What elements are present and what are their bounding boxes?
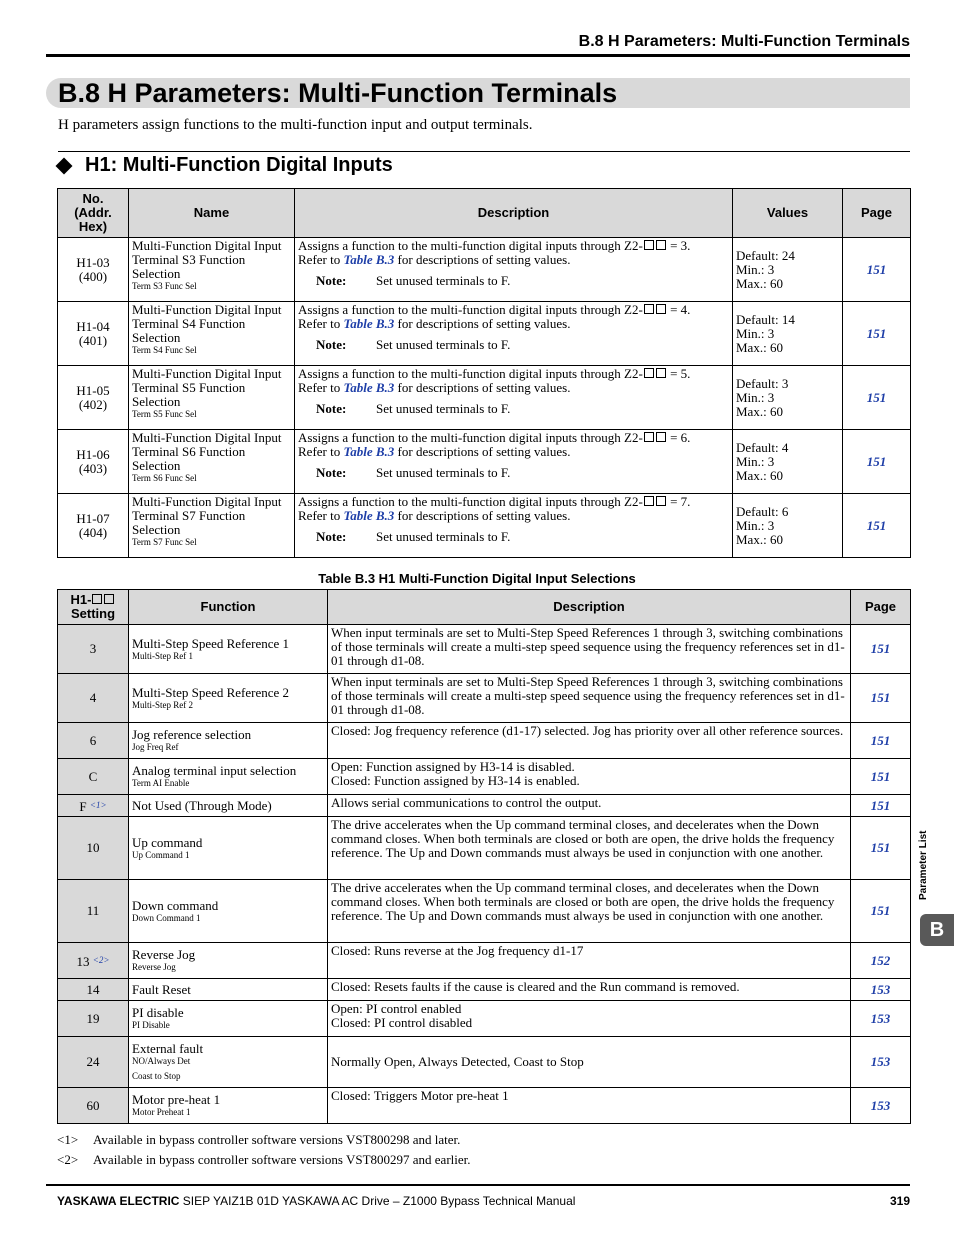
table-caption: Table B.3 H1 Multi-Function Digital Input Selections <box>318 571 636 586</box>
param-addr: (401) <box>78 332 108 348</box>
table-row <box>58 943 911 979</box>
function-description <box>328 943 851 979</box>
function-description <box>328 723 851 759</box>
max-value: Max.: 60 <box>736 403 783 419</box>
page-number: 319 <box>889 1194 910 1208</box>
table-row <box>58 759 911 795</box>
page-link[interactable]: 153 <box>851 1001 911 1037</box>
function-cell <box>129 674 328 723</box>
page-link[interactable]: 153 <box>851 979 911 1001</box>
function-short-name-2: Coast to Stop <box>132 1071 181 1081</box>
min-value: Min.: 3 <box>736 261 775 277</box>
table-row <box>58 817 911 880</box>
refer-line: Refer to Table B.3 for descriptions of setting values. <box>298 444 571 459</box>
param-name-cell <box>129 430 295 494</box>
setting-value: 60 <box>58 1088 129 1124</box>
min-value: Min.: 3 <box>736 389 775 405</box>
function-cell <box>129 759 328 795</box>
table-row <box>58 238 911 302</box>
table-row <box>58 1001 911 1037</box>
function-cell <box>129 979 328 1001</box>
param-description <box>295 494 733 558</box>
function-cell <box>129 723 328 759</box>
intro-text: H parameters assign functions to the multi-function input and output terminals. <box>58 117 533 133</box>
page-link[interactable]: 151 <box>851 723 911 759</box>
placeholder-box-icon <box>656 240 666 250</box>
function-short-name: Reverse Jog <box>132 962 176 972</box>
param-no: H1-04 <box>76 318 110 334</box>
table-link[interactable]: Table B.3 <box>343 380 395 395</box>
page-link[interactable]: 151 <box>851 625 911 674</box>
function-description <box>328 1037 851 1088</box>
placeholder-box-icon <box>644 496 654 506</box>
param-description <box>295 302 733 366</box>
table-link[interactable]: Table B.3 <box>343 508 395 523</box>
function-description <box>328 979 851 1001</box>
note <box>298 274 729 288</box>
param-values <box>733 494 843 558</box>
function-description <box>328 674 851 723</box>
refer-line: Refer to Table B.3 for descriptions of setting values. <box>298 508 571 523</box>
function-name: Multi-Step Speed Reference 2 <box>132 684 290 700</box>
function-cell <box>129 625 328 674</box>
function-description <box>328 625 851 674</box>
page-link[interactable]: 151 <box>851 795 911 817</box>
note-label: Note: <box>316 273 347 288</box>
table-row <box>58 366 911 430</box>
page-link[interactable]: 153 <box>851 1037 911 1088</box>
desc-text: When input terminals are set to Multi-Step Speed References 1 through 3, switching combinations of those terminals will create a multi-step speed sequence using the frequency references set in d1-01 through d1-08. <box>331 625 845 668</box>
function-name: Fault Reset <box>132 981 191 997</box>
param-values <box>733 238 843 302</box>
param-addr: (402) <box>78 396 108 412</box>
setting-value: 19 <box>58 1001 129 1037</box>
header-description: Description <box>328 590 851 625</box>
default-value: Default: 3 <box>736 375 789 391</box>
page-link[interactable]: 151 <box>843 430 911 494</box>
param-values <box>733 366 843 430</box>
param-no: H1-06 <box>76 446 110 462</box>
function-description <box>328 1088 851 1124</box>
page-link[interactable]: 152 <box>851 943 911 979</box>
note <box>298 530 729 544</box>
note-label: Note: <box>316 401 347 416</box>
refer-line: Refer to Table B.3 for descriptions of setting values. <box>298 380 571 395</box>
function-cell <box>129 1037 328 1088</box>
footnote-1: <1> Available in bypass controller software versions VST800298 and later. <box>57 1132 461 1147</box>
param-name-cell <box>129 238 295 302</box>
function-short-name: Down Command 1 <box>132 912 201 923</box>
footer-rule <box>46 1184 910 1186</box>
side-section-label: Parameter List <box>918 830 929 900</box>
max-value: Max.: 60 <box>736 275 783 291</box>
desc-text: Closed: Runs reverse at the Jog frequency d1-17 <box>331 943 584 958</box>
param-short-name: Term S6 Func Sel <box>132 473 197 483</box>
max-value: Max.: 60 <box>736 467 783 483</box>
refer-line: Refer to Table B.3 for descriptions of setting values. <box>298 316 571 331</box>
param-name: Multi-Function Digital Input Terminal S6 Function Selection <box>132 430 282 473</box>
header-page: Page <box>851 590 911 625</box>
placeholder-box-icon <box>656 496 666 506</box>
param-short-name: Term S4 Func Sel <box>132 345 197 355</box>
table-row <box>58 1037 911 1088</box>
table-row <box>58 302 911 366</box>
table-row <box>58 625 911 674</box>
desc-line: Assigns a function to the multi-function digital inputs through Z2- = 5. <box>298 366 691 381</box>
header-no: No. (Addr. Hex) <box>58 189 129 238</box>
function-name: PI disable <box>132 1005 184 1020</box>
min-value: Min.: 3 <box>736 325 775 341</box>
function-short-name: Motor Preheat 1 <box>132 1107 191 1117</box>
placeholder-box-icon <box>656 304 666 314</box>
note-text: Set unused terminals to F. <box>376 529 511 544</box>
function-description <box>328 817 851 880</box>
header-values: Values <box>733 189 843 238</box>
param-name: Multi-Function Digital Input Terminal S5 Function Selection <box>132 366 282 409</box>
setting-value: 4 <box>58 674 129 723</box>
table-row <box>58 1088 911 1124</box>
desc-text: The drive accelerates when the Up command terminal closes, and decelerates when the Down command closes. When both terminals are closed or both are open, the drive holds the frequency reference. The Up and Down commands must always be used in conjunction with one another. <box>331 817 835 860</box>
default-value: Default: 24 <box>736 247 795 263</box>
desc-line: Assigns a function to the multi-function digital inputs through Z2- = 7. <box>298 494 691 509</box>
function-name: External fault <box>132 1041 204 1056</box>
header-description: Description <box>295 189 733 238</box>
desc-text-2: Closed: Function assigned by H3-14 is enabled. <box>331 773 580 788</box>
default-value: Default: 14 <box>736 311 795 327</box>
param-description <box>295 366 733 430</box>
param-no: H1-05 <box>76 382 110 398</box>
header-page: Page <box>843 189 911 238</box>
page-link[interactable]: 151 <box>851 759 911 795</box>
note <box>298 338 729 352</box>
header-setting: H1- Setting <box>58 590 129 625</box>
param-number <box>58 494 129 558</box>
function-short-name: Term AI Enable <box>132 778 190 788</box>
param-name: Multi-Function Digital Input Terminal S3 Function Selection <box>132 238 282 281</box>
function-description <box>328 1001 851 1037</box>
running-header: B.8 H Parameters: Multi-Function Terminals <box>578 33 910 50</box>
setting-value: C <box>58 759 129 795</box>
selections-table <box>57 589 911 1124</box>
diamond-bullet-icon <box>56 158 73 175</box>
function-short-name: Multi-Step Ref 2 <box>132 699 193 710</box>
function-name: Not Used (Through Mode) <box>132 797 272 813</box>
side-tab-b: B <box>920 914 954 946</box>
subsection-title: H1: Multi-Function Digital Inputs <box>85 154 393 176</box>
param-number <box>58 302 129 366</box>
function-name: Down command <box>132 897 219 913</box>
page-link[interactable]: 151 <box>851 880 911 943</box>
note-label: Note: <box>316 465 347 480</box>
footnote-ref[interactable]: <1> <box>89 799 107 810</box>
placeholder-box-icon <box>644 368 654 378</box>
param-description <box>295 430 733 494</box>
intro-rule <box>58 151 910 152</box>
function-cell <box>129 795 328 817</box>
setting-value: 24 <box>58 1037 129 1088</box>
note-text: Set unused terminals to F. <box>376 337 511 352</box>
table-row <box>58 494 911 558</box>
footer-doc-title: YASKAWA ELECTRIC SIEP YAIZ1B 01D YASKAWA AC Drive – Z1000 Bypass Technical Manual <box>57 1194 576 1208</box>
param-number <box>58 366 129 430</box>
table-link[interactable]: Table B.3 <box>343 252 395 267</box>
param-short-name: Term S7 Func Sel <box>132 537 197 547</box>
function-name: Motor pre-heat 1 <box>132 1092 221 1107</box>
setting-value: 3 <box>58 625 129 674</box>
table-link[interactable]: Table B.3 <box>343 316 395 331</box>
param-name-cell <box>129 494 295 558</box>
desc-text: Normally Open, Always Detected, Coast to Stop <box>331 1054 584 1069</box>
max-value: Max.: 60 <box>736 531 783 547</box>
function-cell <box>129 943 328 979</box>
note-label: Note: <box>316 337 347 352</box>
param-addr: (403) <box>78 460 108 476</box>
function-short-name: Jog Freq Ref <box>132 742 179 752</box>
table-header-row <box>58 590 911 625</box>
note <box>298 402 729 416</box>
page-link[interactable]: 151 <box>843 238 911 302</box>
param-short-name: Term S3 Func Sel <box>132 281 197 291</box>
placeholder-box-icon <box>656 432 666 442</box>
param-no: H1-07 <box>76 510 110 526</box>
function-short-name: Up Command 1 <box>132 849 190 860</box>
desc-line: Assigns a function to the multi-function digital inputs through Z2- = 4. <box>298 302 691 317</box>
function-short-name: PI Disable <box>132 1020 170 1030</box>
setting-value: 6 <box>58 723 129 759</box>
page-link[interactable]: 151 <box>851 674 911 723</box>
table-row <box>58 795 911 817</box>
setting-value: 11 <box>58 880 129 943</box>
desc-text: Allows serial communications to control the output. <box>331 795 602 810</box>
function-description <box>328 759 851 795</box>
function-cell <box>129 817 328 880</box>
header-name: Name <box>129 189 295 238</box>
table-row <box>58 723 911 759</box>
param-addr: (404) <box>78 524 108 540</box>
note <box>298 466 729 480</box>
header-rule <box>46 54 910 57</box>
min-value: Min.: 3 <box>736 517 775 533</box>
min-value: Min.: 3 <box>736 453 775 469</box>
desc-text: Open: Function assigned by H3-14 is disabled. <box>331 759 575 774</box>
note-text: Set unused terminals to F. <box>376 465 511 480</box>
table-header-row <box>58 189 911 238</box>
page-link[interactable]: 151 <box>843 302 911 366</box>
function-description <box>328 795 851 817</box>
footnote-2: <2> Available in bypass controller software versions VST800297 and earlier. <box>57 1152 471 1167</box>
setting-value: 14 <box>58 979 129 1001</box>
page-link[interactable]: 151 <box>851 817 911 880</box>
desc-text-2: Closed: PI control disabled <box>331 1015 473 1030</box>
function-description <box>328 880 851 943</box>
function-name: Reverse Jog <box>132 947 196 962</box>
parameter-table <box>57 188 911 558</box>
default-value: Default: 6 <box>736 503 789 519</box>
page-link[interactable]: 153 <box>851 1088 911 1124</box>
function-cell <box>129 1001 328 1037</box>
desc-line: Assigns a function to the multi-function digital inputs through Z2- = 6. <box>298 430 691 445</box>
param-name-cell <box>129 366 295 430</box>
param-addr: (400) <box>78 268 108 284</box>
setting-value: 10 <box>58 817 129 880</box>
param-name: Multi-Function Digital Input Terminal S7 Function Selection <box>132 494 282 537</box>
refer-line: Refer to Table B.3 for descriptions of setting values. <box>298 252 571 267</box>
function-name: Analog terminal input selection <box>132 763 297 778</box>
note-text: Set unused terminals to F. <box>376 401 511 416</box>
page-link[interactable]: 151 <box>843 494 911 558</box>
param-number <box>58 430 129 494</box>
param-name-cell <box>129 302 295 366</box>
table-row <box>58 979 911 1001</box>
table-link[interactable]: Table B.3 <box>343 444 395 459</box>
table-row <box>58 880 911 943</box>
desc-text: When input terminals are set to Multi-Step Speed References 1 through 3, switching combinations of those terminals will create a multi-step speed sequence using the frequency references set in d1-01 through d1-08. <box>331 674 845 717</box>
table-row <box>58 430 911 494</box>
param-values <box>733 302 843 366</box>
param-values <box>733 430 843 494</box>
placeholder-box-icon <box>644 432 654 442</box>
param-no: H1-03 <box>76 254 110 270</box>
desc-text: Closed: Jog frequency reference (d1-17) selected. Jog has priority over all other reference sources. <box>331 723 844 738</box>
function-name: Jog reference selection <box>132 727 252 742</box>
placeholder-box-icon <box>644 240 654 250</box>
function-cell <box>129 1088 328 1124</box>
table-row <box>58 674 911 723</box>
param-number <box>58 238 129 302</box>
function-short-name: Multi-Step Ref 1 <box>132 650 193 661</box>
desc-text: Closed: Resets faults if the cause is cleared and the Run command is removed. <box>331 979 740 994</box>
placeholder-box-icon <box>644 304 654 314</box>
desc-text: Closed: Triggers Motor pre-heat 1 <box>331 1088 509 1103</box>
note-label: Note: <box>316 529 347 544</box>
param-name: Multi-Function Digital Input Terminal S4 Function Selection <box>132 302 282 345</box>
param-short-name: Term S5 Func Sel <box>132 409 197 419</box>
note-text: Set unused terminals to F. <box>376 273 511 288</box>
function-cell <box>129 880 328 943</box>
placeholder-box-icon <box>656 368 666 378</box>
section-title: B.8 H Parameters: Multi-Function Terminals <box>58 78 618 108</box>
setting-value: 13 $^{<2>}$ <box>58 943 129 979</box>
desc-line: Assigns a function to the multi-function digital inputs through Z2- = 3. <box>298 238 691 253</box>
footnote-ref[interactable]: <2> <box>92 954 110 965</box>
setting-value: F $^{<1>}$ <box>58 795 129 817</box>
placeholder-box-icon <box>92 594 102 604</box>
placeholder-box-icon <box>104 594 114 604</box>
function-short-name: NO/Always Det <box>132 1056 191 1066</box>
max-value: Max.: 60 <box>736 339 783 355</box>
desc-text: The drive accelerates when the Up command terminal closes, and decelerates when the Down command closes. When both terminals are closed or both are open, the drive holds the frequency reference. The Up and Down commands must always be used in conjunction with one another. <box>331 880 835 923</box>
default-value: Default: 4 <box>736 439 789 455</box>
desc-text: Open: PI control enabled <box>331 1001 462 1016</box>
header-function: Function <box>129 590 328 625</box>
function-name: Multi-Step Speed Reference 1 <box>132 635 290 651</box>
page-link[interactable]: 151 <box>843 366 911 430</box>
param-description <box>295 238 733 302</box>
function-name: Up command <box>132 834 203 850</box>
